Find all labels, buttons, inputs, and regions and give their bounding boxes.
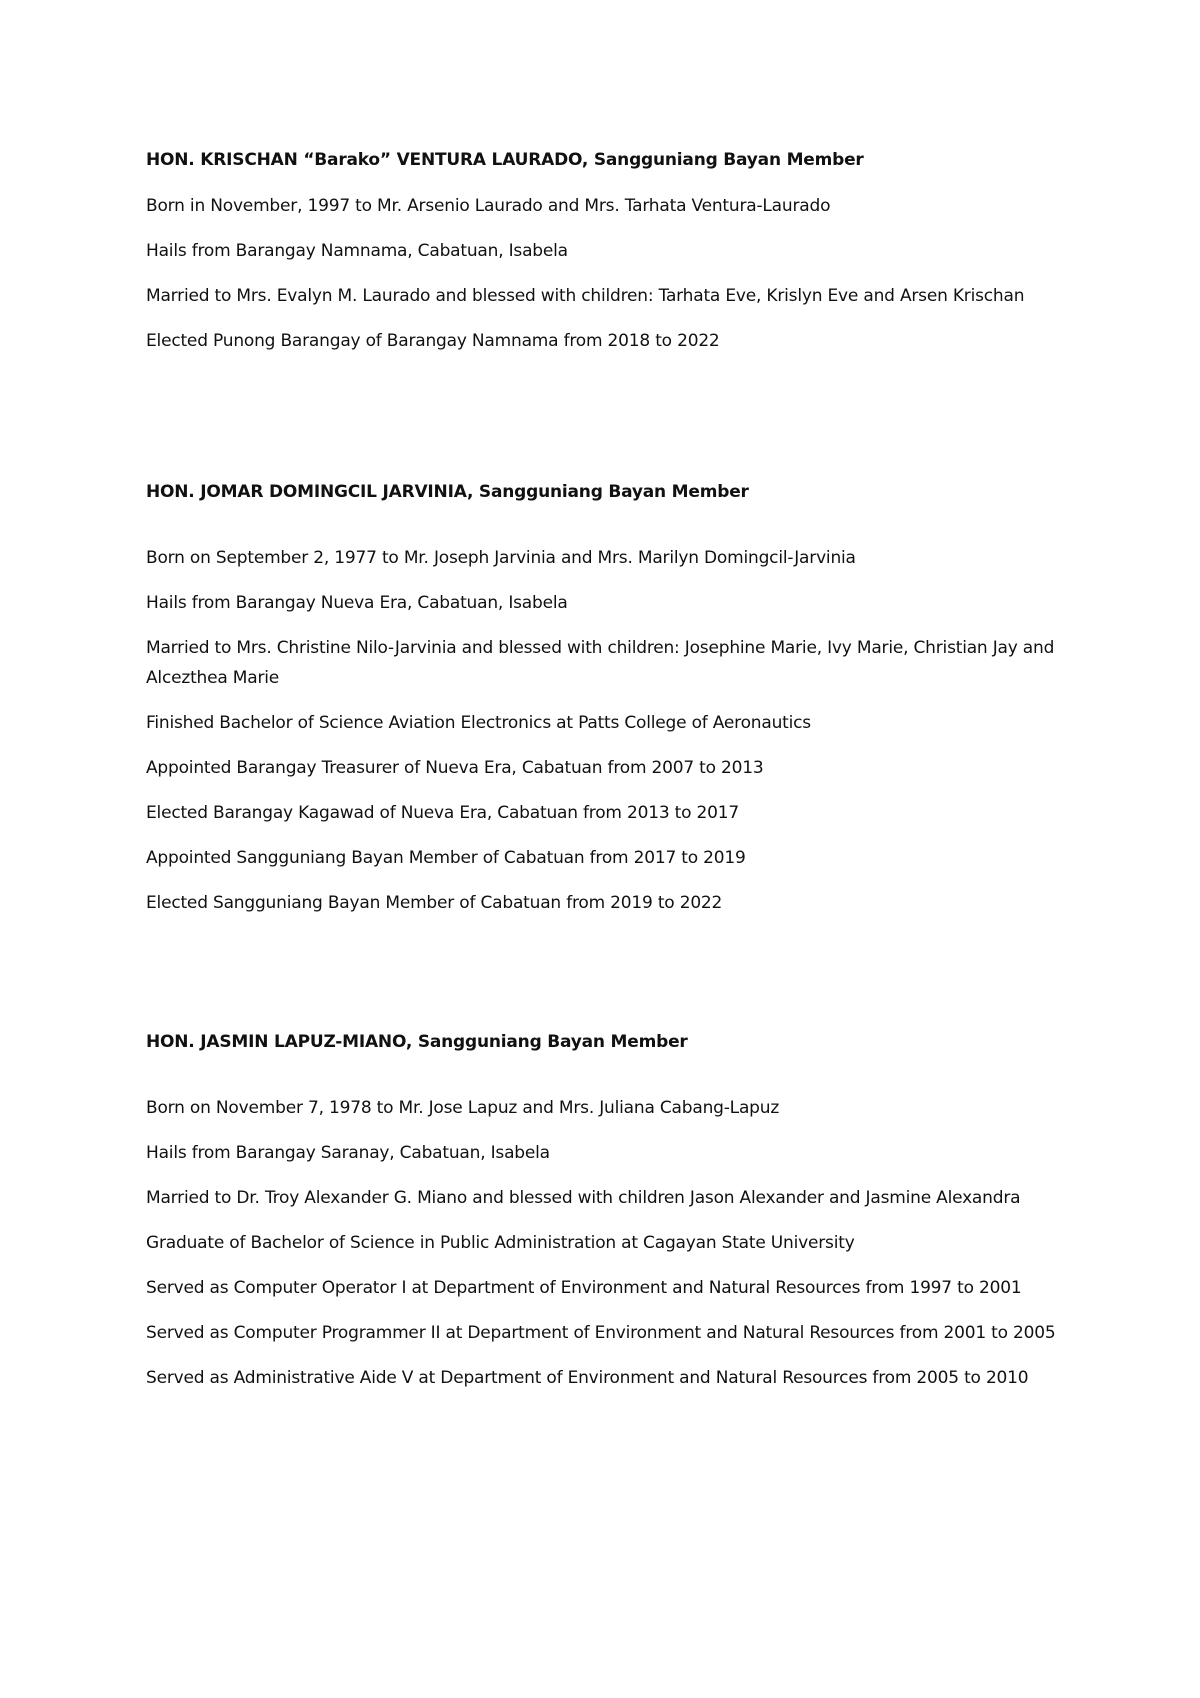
profile-paragraph: Served as Computer Operator I at Department of Environment and Natural Resources from 1997 to 2001 (146, 1278, 1022, 1298)
profile-paragraph: Served as Administrative Aide V at Department of Environment and Natural Resources from 2005 to 2010 (146, 1368, 1029, 1388)
profile-paragraph: Hails from Barangay Nueva Era, Cabatuan, Isabela (146, 593, 568, 613)
profile-paragraph: Graduate of Bachelor of Science in Public Administration at Cagayan State University (146, 1233, 855, 1253)
profile-paragraph: Elected Barangay Kagawad of Nueva Era, Cabatuan from 2013 to 2017 (146, 803, 739, 823)
profile-paragraph: Served as Computer Programmer II at Department of Environment and Natural Resources from 2001 to 2005 (146, 1323, 1056, 1343)
profile-paragraph: Appointed Sangguniang Bayan Member of Cabatuan from 2017 to 2019 (146, 848, 746, 868)
profile-paragraph: Born on September 2, 1977 to Mr. Joseph Jarvinia and Mrs. Marilyn Domingcil-Jarvinia (146, 548, 856, 568)
profile-paragraph: Born in November, 1997 to Mr. Arsenio Laurado and Mrs. Tarhata Ventura-Laurado (146, 196, 831, 216)
profile-paragraph: Married to Mrs. Evalyn M. Laurado and blessed with children: Tarhata Eve, Krislyn Eve and Arsen Krischan (146, 286, 1025, 306)
profile-paragraph: Hails from Barangay Saranay, Cabatuan, Isabela (146, 1143, 550, 1163)
profile-section-miano (146, 1032, 1066, 1393)
profile-paragraph: Married to Mrs. Christine Nilo-Jarvinia and blessed with children: Josephine Marie, Ivy Marie, Christian Jay and Alcezthea Marie (146, 638, 1055, 688)
profile-heading: HON. JASMIN LAPUZ-MIANO, Sangguniang Bayan Member (146, 1032, 688, 1052)
profile-paragraph: Appointed Barangay Treasurer of Nueva Era, Cabatuan from 2007 to 2013 (146, 758, 764, 778)
profile-paragraph: Elected Punong Barangay of Barangay Namnama from 2018 to 2022 (146, 331, 720, 351)
profile-paragraph: Elected Sangguniang Bayan Member of Cabatuan from 2019 to 2022 (146, 893, 723, 913)
profile-heading: HON. KRISCHAN “Barako” VENTURA LAURADO, Sangguniang Bayan Member (146, 150, 864, 170)
profile-paragraph: Finished Bachelor of Science Aviation Electronics at Patts College of Aeronautics (146, 713, 811, 733)
profile-section-laurado (146, 150, 1066, 356)
profile-heading: HON. JOMAR DOMINGCIL JARVINIA, Sangguniang Bayan Member (146, 482, 749, 502)
profile-section-jarvinia (146, 482, 1066, 918)
profile-paragraph: Married to Dr. Troy Alexander G. Miano and blessed with children Jason Alexander and Jasmine Alexandra (146, 1188, 1021, 1208)
profile-paragraph: Hails from Barangay Namnama, Cabatuan, Isabela (146, 241, 568, 261)
profile-paragraph: Born on November 7, 1978 to Mr. Jose Lapuz and Mrs. Juliana Cabang-Lapuz (146, 1098, 780, 1118)
